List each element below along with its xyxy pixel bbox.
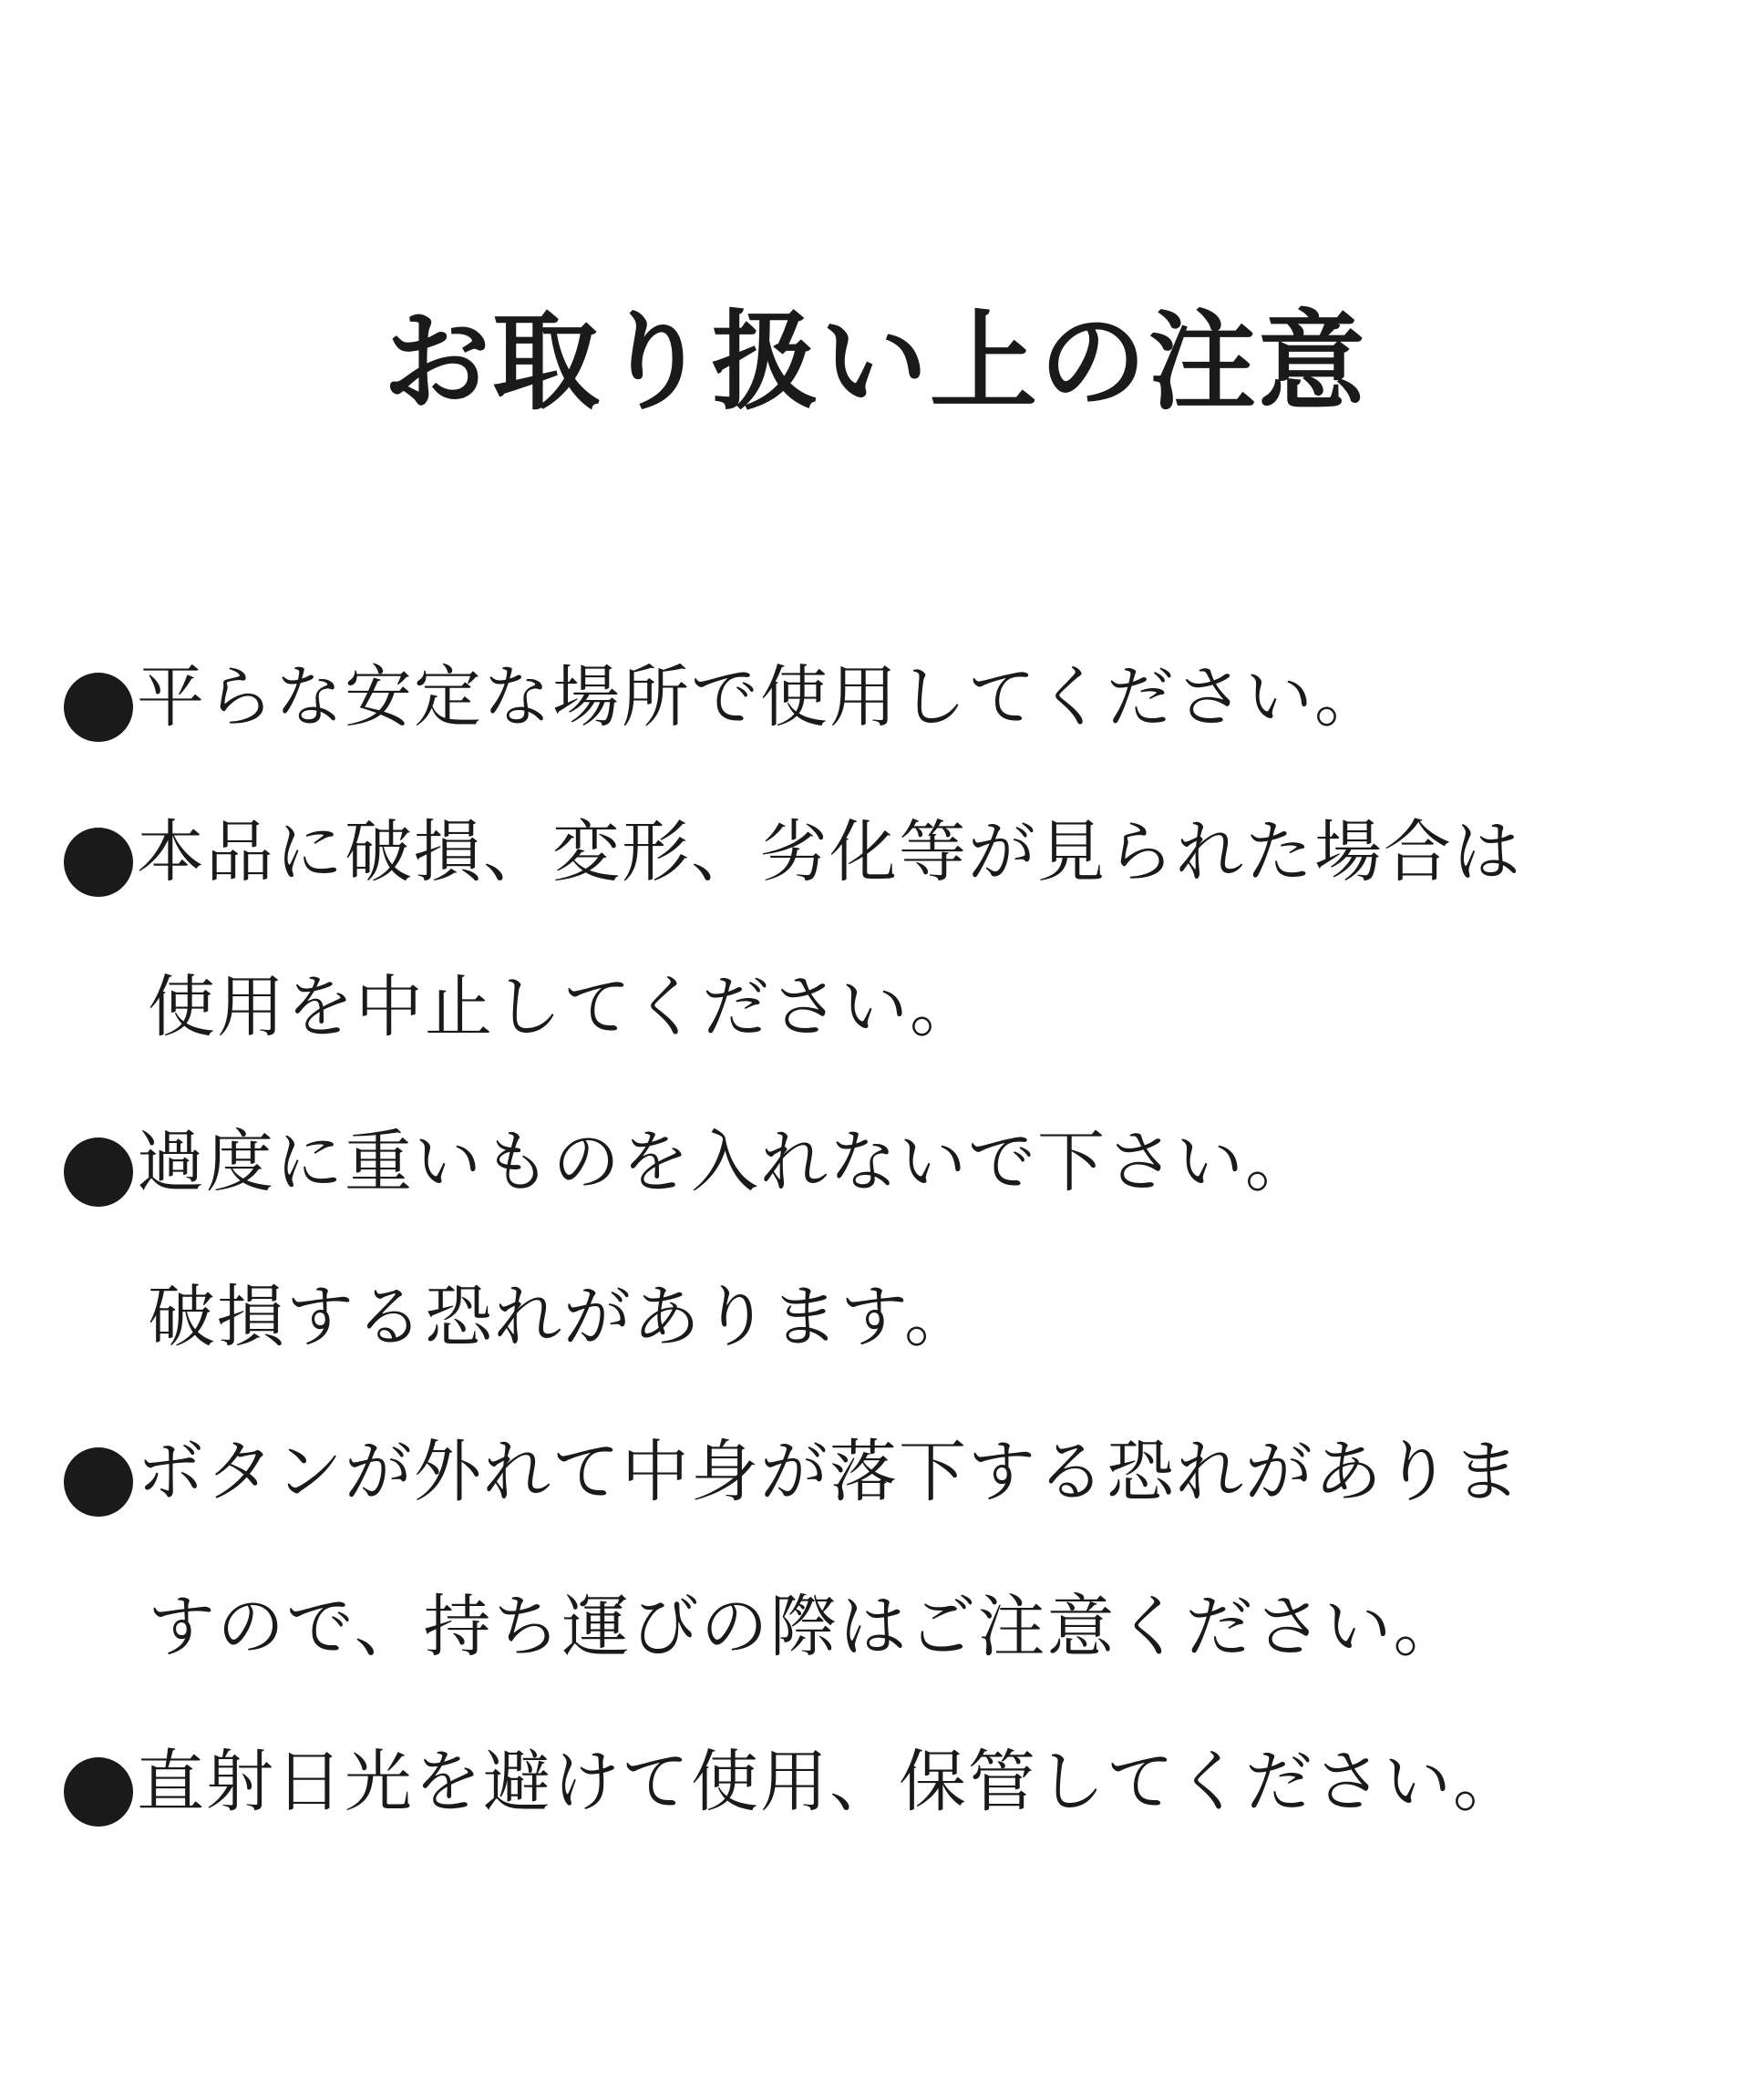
caution-text: 破損する恐れがあります。 <box>148 1278 974 1356</box>
caution-text: 使用を中止してください。 <box>148 968 979 1046</box>
bullet-icon <box>57 1085 137 1240</box>
caution-item <box>57 620 1724 775</box>
caution-text: 直射日光を避けて使用、保管してください。 <box>137 1743 1522 1821</box>
caution-text: 過度に重いものを入れないで下さい。 <box>137 1123 1314 1201</box>
caution-text: すので、持ち運びの際はご注意ください。 <box>148 1588 1463 1666</box>
caution-text: ボタンが外れて中身が落下する恐れがありま <box>137 1433 1522 1511</box>
caution-item <box>57 1395 1724 1704</box>
caution-list <box>57 620 1724 1859</box>
bullet-icon <box>57 620 137 775</box>
caution-text: 平らな安定な場所で使用してください。 <box>137 658 1384 736</box>
caution-item <box>57 1085 1724 1395</box>
bullet-icon <box>57 1704 137 1859</box>
bullet-icon <box>57 775 137 930</box>
caution-item <box>57 775 1724 1085</box>
bullet-icon <box>57 1395 137 1549</box>
page-title: お取り扱い上の注意 <box>382 299 1367 425</box>
caution-item <box>57 1704 1724 1859</box>
caution-text: 本品に破損、変形、劣化等が見られた場合は <box>137 813 1522 891</box>
